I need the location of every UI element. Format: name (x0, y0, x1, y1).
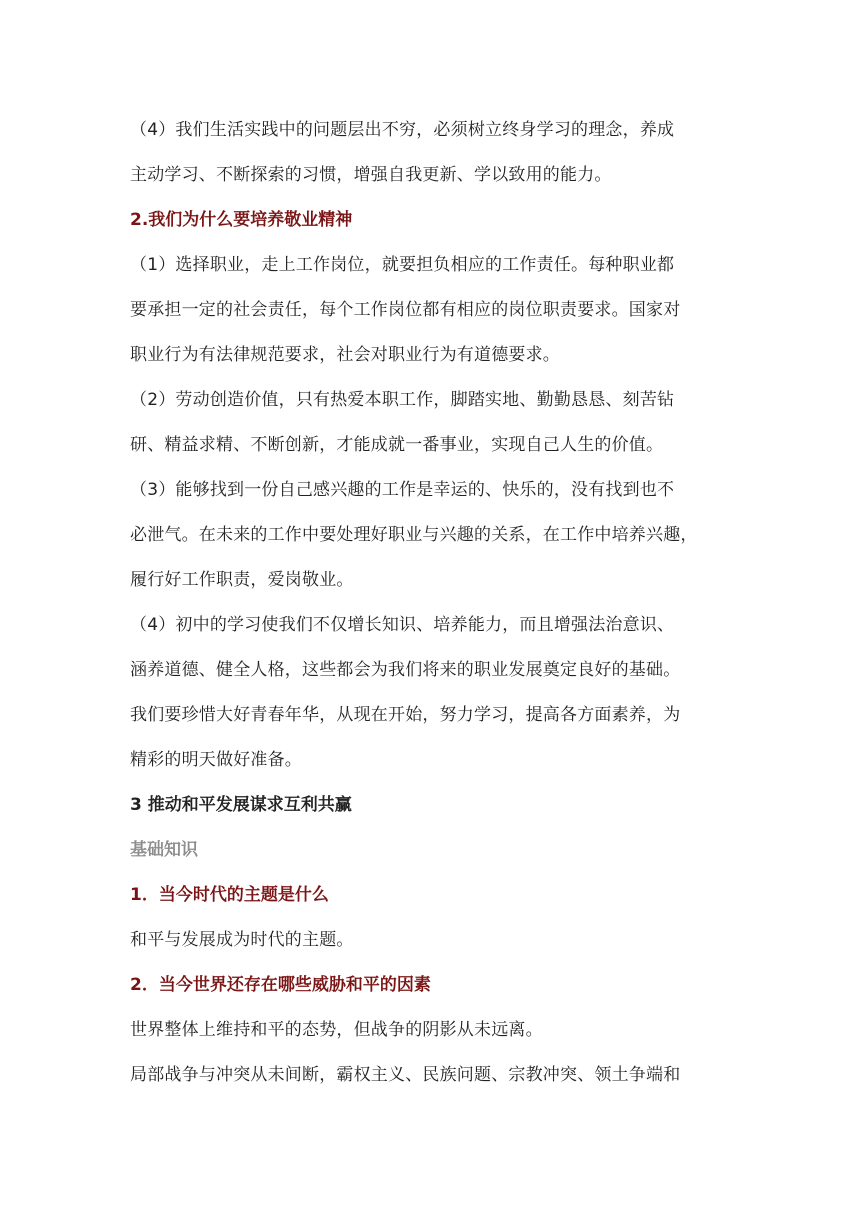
question-heading-2: 2．当今世界还存在哪些威胁和平的因素 (130, 975, 431, 995)
paragraph-line: 我们要珍惜大好青春年华，从现在开始，努力学习，提高各方面素养，为 (130, 705, 681, 725)
paragraph-line: 主动学习、不断探索的习惯，增强自我更新、学以致用的能力。 (130, 165, 612, 185)
document-body (130, 108, 735, 1098)
answer-line: 局部战争与冲突从未间断，霸权主义、民族问题、宗教冲突、领土争端和 (130, 1065, 681, 1085)
paragraph-line: （3）能够找到一份自己感兴趣的工作是幸运的、快乐的，没有找到也不 (130, 480, 675, 500)
paragraph-line: 必泄气。在未来的工作中要处理好职业与兴趣的关系，在工作中培养兴趣， (130, 525, 698, 545)
paragraph-line: 履行好工作职责，爱岗敬业。 (130, 570, 354, 590)
paragraph-line: 涵养道德、健全人格，这些都会为我们将来的职业发展奠定良好的基础。 (130, 660, 681, 680)
paragraph-line: 精彩的明天做好准备。 (130, 750, 302, 770)
answer-line: 世界整体上维持和平的态势，但战争的阴影从未远离。 (130, 1020, 543, 1040)
section-heading-dedication: 2.我们为什么要培养敬业精神 (130, 210, 353, 230)
chapter-title: 3 推动和平发展谋求互利共赢 (130, 795, 352, 815)
sub-title-basics: 基础知识 (130, 840, 198, 860)
paragraph-line: （4）我们生活实践中的问题层出不穷，必须树立终身学习的理念，养成 (130, 120, 675, 140)
paragraph-line: 要承担一定的社会责任，每个工作岗位都有相应的岗位职责要求。国家对 (130, 300, 681, 320)
paragraph-line: 职业行为有法律规范要求，社会对职业行为有道德要求。 (130, 345, 560, 365)
paragraph-line: （4）初中的学习使我们不仅增长知识、培养能力，而且增强法治意识、 (130, 615, 675, 635)
paragraph-line: （1）选择职业，走上工作岗位，就要担负相应的工作责任。每种职业都 (130, 255, 675, 275)
paragraph-line: （2）劳动创造价值，只有热爱本职工作，脚踏实地、勤勤恳恳、刻苦钻 (130, 390, 675, 410)
answer-line: 和平与发展成为时代的主题。 (130, 930, 354, 950)
question-heading-1: 1．当今时代的主题是什么 (130, 885, 329, 905)
paragraph-line: 研、精益求精、不断创新，才能成就一番事业，实现自己人生的价值。 (130, 435, 664, 455)
